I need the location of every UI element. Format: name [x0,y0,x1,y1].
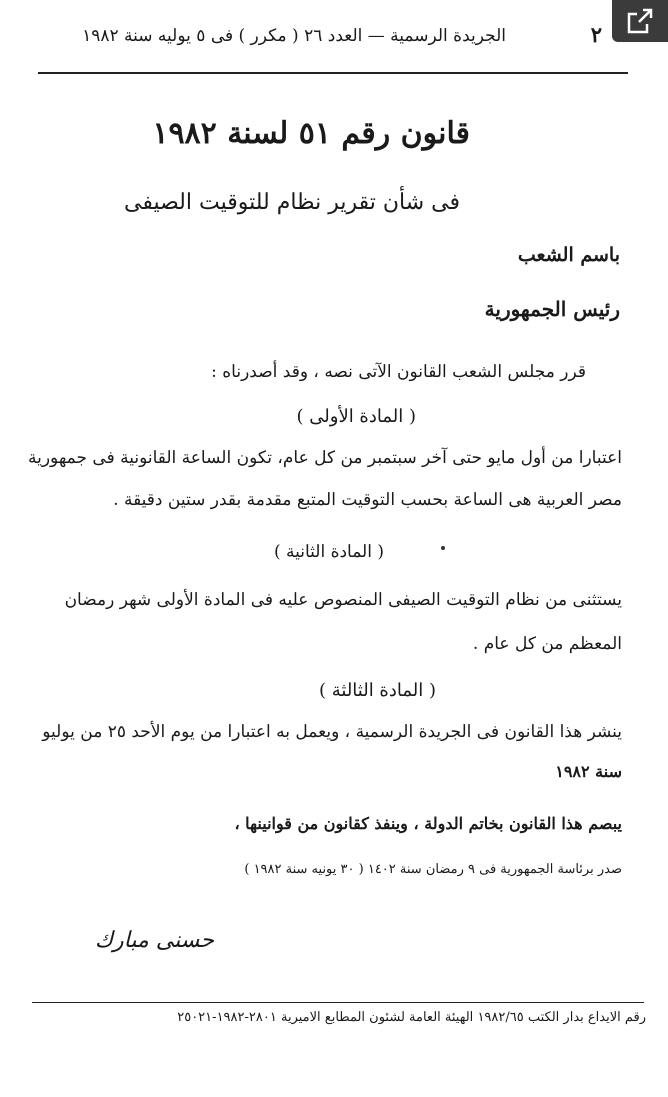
external-edit-icon [625,6,655,36]
article-1-heading: ( المادة الأولى ) [296,406,416,427]
article-1-line-2: مصر العربية هى الساعة بحسب التوقيت المتبع مقدمة بقدر ستين دقيقة . [113,490,622,510]
article-1-line-1: اعتبارا من أول مايو حتى آخر سبتمبر من كل عام، تكون الساعة القانونية فى جمهورية [27,448,622,468]
page-number: ٢ [590,22,602,47]
law-title: قانون رقم ٥١ لسنة ١٩٨٢ [152,116,470,151]
seal-clause: يبصم هذا القانون بخاتم الدولة ، وينفذ كقانون من قوانينها ، [234,814,622,833]
edit-button[interactable] [612,0,668,42]
law-subtitle: فى شأن تقرير نظام للتوقيت الصيفى [123,190,460,215]
header-rule [38,72,628,74]
footer-rule [32,1002,644,1003]
ink-dot [441,546,445,550]
issued-line: صدر برئاسة الجمهورية فى ٩ رمضان سنة ١٤٠٢ ( ٣٠ يونيه سنة ١٩٨٢ ) [244,862,622,877]
article-2-line-2: المعظم من كل عام . [472,634,622,654]
footer-deposit-note: رقم الايداع بدار الكتب ١٩٨٢/٦٥ الهيئة العامة لشئون المطابع الاميرية ٢٨٠١-١٩٨٢-٢٥٠٢١ [177,1010,646,1025]
president-heading: رئيس الجمهورية [484,297,620,321]
article-3-heading: ( المادة الثالثة ) [319,680,436,701]
in-the-name-heading: باسم الشعب [517,244,620,266]
preamble: قرر مجلس الشعب القانون الآتى نصه ، وقد أصدرناه : [211,362,586,382]
page-header [60,22,602,56]
article-2-line-1: يستثنى من نظام التوقيت الصيفى المنصوص عليه فى المادة الأولى شهر رمضان [64,590,622,610]
article-2-heading: ( المادة الثانية ) [273,542,384,562]
signature: حسنى مبارك [94,928,214,953]
header-text: الجريدة الرسمية — العدد ٢٦ ( مكرر ) فى ٥ يوليه سنة ١٩٨٢ [82,26,506,46]
article-3-line-2: سنة ١٩٨٢ [555,762,622,781]
article-3-line-1: ينشر هذا القانون فى الجريدة الرسمية ، ويعمل به اعتبارا من يوم الأحد ٢٥ من يوليو [42,722,622,742]
